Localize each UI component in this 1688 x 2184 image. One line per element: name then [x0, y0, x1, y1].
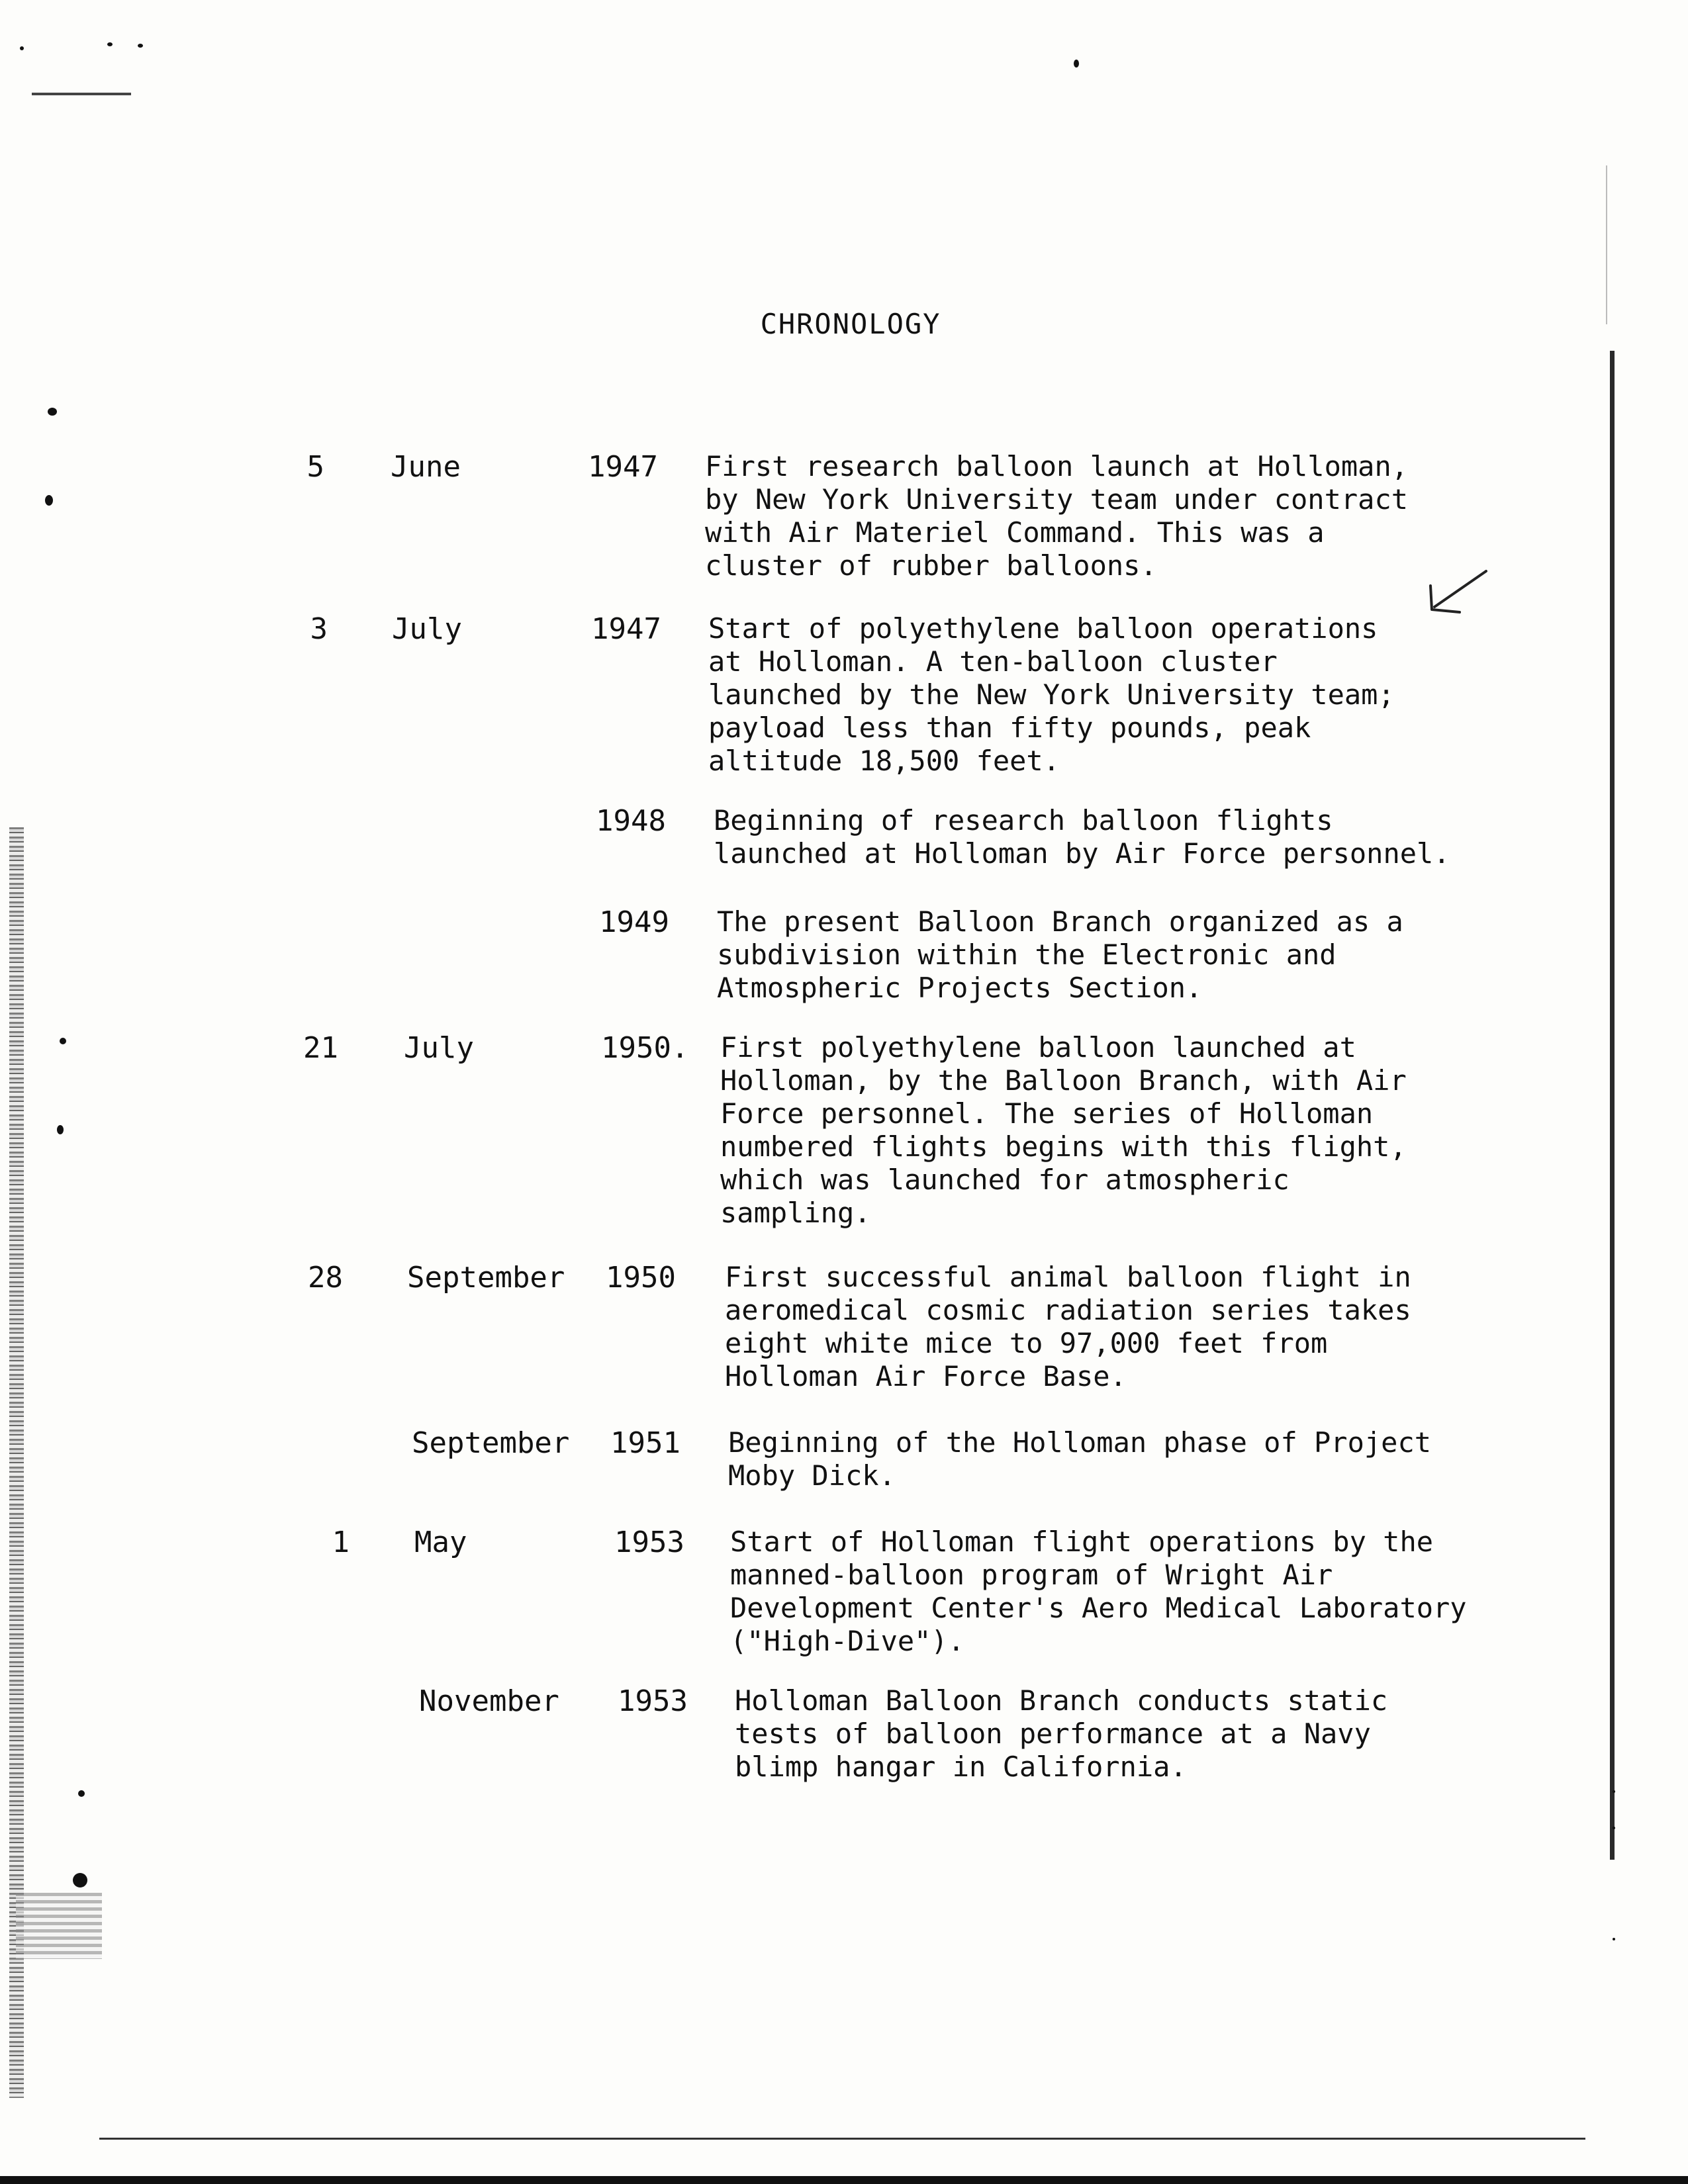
description-line: Start of polyethylene balloon operations	[708, 612, 1378, 645]
entry-description	[708, 612, 1516, 778]
scan-speck	[57, 1125, 64, 1134]
description-line: altitude 18,500 feet.	[708, 745, 1060, 777]
page-title: CHRONOLOGY	[760, 308, 941, 340]
entry-month: July	[404, 1031, 474, 1065]
scan-edge	[1610, 351, 1615, 1860]
entry-description	[705, 450, 1513, 582]
entry-year: 1950	[606, 1261, 676, 1295]
description-line: Start of Holloman flight operations by the	[730, 1525, 1434, 1558]
description-line: cluster of rubber balloons.	[705, 549, 1157, 582]
entry-description	[728, 1426, 1536, 1492]
description-line: at Holloman. A ten-balloon cluster	[708, 645, 1278, 678]
description-line: Holloman Balloon Branch conducts static	[735, 1684, 1388, 1717]
scan-speck	[20, 46, 24, 50]
description-line: payload less than fifty pounds, peak	[708, 711, 1311, 744]
description-line: by New York University team under contract	[705, 483, 1409, 516]
scan-speck	[1613, 1827, 1615, 1829]
entry-year: 1947	[588, 450, 658, 484]
entry-month: May	[414, 1525, 467, 1559]
scan-speck	[1074, 60, 1079, 68]
description-line: Beginning of the Holloman phase of Project	[728, 1426, 1432, 1459]
entry-day: 5	[306, 450, 324, 484]
description-line: Force personnel. The series of Holloman	[720, 1097, 1374, 1130]
entry-description	[735, 1684, 1542, 1784]
entry-day: 3	[310, 612, 328, 646]
scan-speck	[45, 495, 53, 506]
description-line: tests of balloon performance at a Navy	[735, 1717, 1371, 1750]
scan-mark	[99, 2138, 1585, 2140]
description-line: First polyethylene balloon launched at	[720, 1031, 1356, 1064]
description-line: eight white mice to 97,000 feet from	[725, 1327, 1328, 1359]
entry-description	[717, 905, 1524, 1005]
entry-year: 1950.	[601, 1031, 689, 1065]
entry-description	[720, 1031, 1528, 1230]
entry-year: 1947	[591, 612, 661, 646]
scan-edge	[0, 2176, 1688, 2184]
description-line: aeromedical cosmic radiation series takes	[725, 1294, 1411, 1326]
description-line: manned-balloon program of Wright Air	[730, 1559, 1333, 1591]
entry-month: June	[391, 450, 461, 484]
description-line: ("High-Dive").	[730, 1625, 965, 1657]
scan-mark	[16, 1893, 102, 1959]
scan-speck	[1613, 1938, 1615, 1940]
entry-year: 1949	[599, 905, 669, 939]
description-line: The present Balloon Branch organized as a	[717, 905, 1403, 938]
entry-month: July	[392, 612, 462, 646]
scan-speck	[138, 44, 143, 48]
scan-speck	[78, 1790, 85, 1797]
description-line: subdivision within the Electronic and	[717, 938, 1336, 971]
entry-year: 1953	[614, 1525, 684, 1559]
entry-description	[725, 1261, 1532, 1393]
description-line: numbered flights begins with this flight,	[720, 1130, 1407, 1163]
description-line: with Air Materiel Command. This was a	[705, 516, 1325, 549]
description-line: blimp hangar in California.	[735, 1751, 1187, 1783]
entry-year: 1953	[618, 1684, 688, 1718]
scan-mark	[32, 93, 131, 95]
description-line: First successful animal balloon flight in	[725, 1261, 1411, 1293]
entry-day: 21	[303, 1031, 338, 1065]
description-line: Development Center's Aero Medical Laboratory	[730, 1592, 1467, 1624]
entry-month: September	[412, 1426, 570, 1460]
entry-day: 1	[332, 1525, 350, 1559]
entry-month: November	[419, 1684, 559, 1718]
scan-speck	[107, 42, 113, 46]
scan-speck	[60, 1038, 66, 1044]
entry-day: 28	[308, 1261, 343, 1295]
entry-description	[714, 804, 1521, 870]
description-line: sampling.	[720, 1197, 871, 1229]
entry-month: September	[407, 1261, 565, 1295]
description-line: launched at Holloman by Air Force personnel.	[714, 837, 1450, 870]
description-line: Holloman Air Force Base.	[725, 1360, 1127, 1392]
entry-description	[730, 1525, 1538, 1658]
description-line: launched by the New York University team;	[708, 678, 1395, 711]
description-line: Moby Dick.	[728, 1459, 896, 1492]
description-line: Atmospheric Projects Section.	[717, 972, 1203, 1004]
entry-year: 1948	[596, 804, 666, 838]
description-line: Holloman, by the Balloon Branch, with Air	[720, 1064, 1407, 1097]
scan-speck	[1613, 1790, 1615, 1793]
scan-edge	[1606, 165, 1607, 324]
description-line: Beginning of research balloon flights	[714, 804, 1333, 837]
scan-speck	[73, 1873, 87, 1888]
scan-speck	[48, 408, 57, 416]
description-line: First research balloon launch at Holloman,	[705, 450, 1409, 482]
entry-year: 1951	[610, 1426, 680, 1460]
description-line: which was launched for atmospheric	[720, 1163, 1289, 1196]
